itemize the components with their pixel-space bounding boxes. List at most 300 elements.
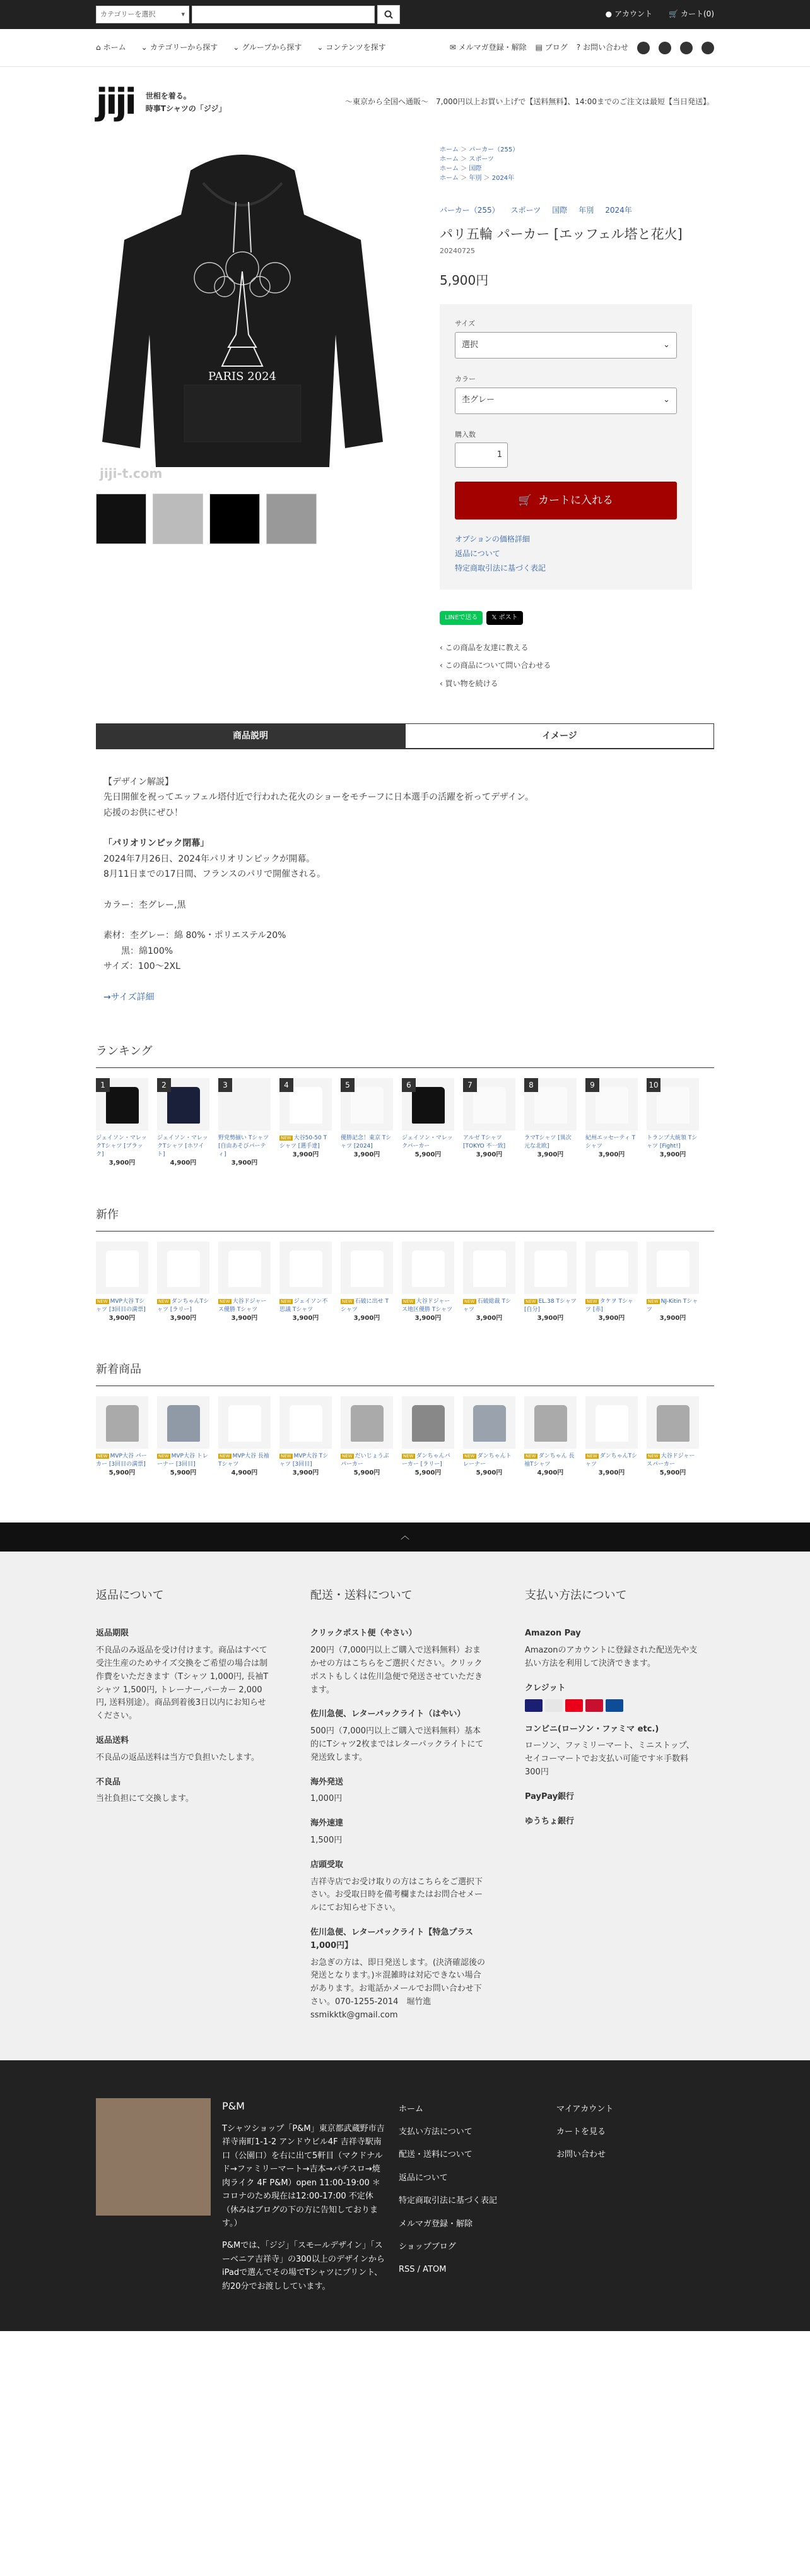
rank-badge: 6 xyxy=(402,1078,416,1092)
new-badge: NEW xyxy=(403,1454,414,1459)
product-card-name[interactable]: NEW ダンちゃんトレーナー xyxy=(463,1453,512,1468)
product-thumbnail[interactable] xyxy=(96,1078,148,1131)
size-label: サイズ xyxy=(455,319,476,328)
product-card[interactable] xyxy=(96,1078,148,1168)
product-card[interactable] xyxy=(647,1242,699,1324)
product-card[interactable] xyxy=(524,1396,577,1478)
footer-link-cart[interactable]: カートを見る xyxy=(556,2127,606,2137)
credit-card-logos xyxy=(525,1699,701,1712)
footer-link-returns[interactable]: 返品について xyxy=(399,2173,448,2183)
new-badge: NEW xyxy=(97,1454,108,1459)
chevron-down-icon: ⌄ xyxy=(141,42,148,52)
product-card-name[interactable]: NEW ジェイソン不思議 Tシャツ xyxy=(279,1298,328,1313)
product-card-name[interactable]: NEW ダンちゃんパーカー [ラリー] xyxy=(402,1453,450,1468)
garment-shape xyxy=(106,1087,139,1124)
quantity-input[interactable]: 1 xyxy=(455,442,508,468)
product-card-name[interactable]: NEW だいじょうぶパーカー xyxy=(341,1453,389,1468)
product-card-price: 3,900円 xyxy=(353,1314,380,1322)
product-card-name[interactable]: NEW MVP大谷 トレーナー [3回目] xyxy=(157,1453,208,1468)
product-card-price: 5,900円 xyxy=(414,1151,442,1159)
product-card[interactable] xyxy=(341,1078,393,1168)
hoodie-image xyxy=(96,145,389,486)
product-card-name[interactable]: NEW NJ-Kitin Tシャツ xyxy=(647,1298,698,1313)
new-badge: NEW xyxy=(403,1298,414,1304)
tag-link[interactable]: 年別 xyxy=(578,206,594,215)
product-card-name[interactable]: ジェイソン・マレックパーカー xyxy=(402,1135,453,1150)
tab-description[interactable]: 商品説明 xyxy=(96,723,405,749)
site-footer xyxy=(0,2060,810,2332)
product-card-name[interactable]: NEW MVP大谷 長袖Tシャツ xyxy=(218,1453,269,1468)
product-card[interactable] xyxy=(157,1242,209,1324)
quantity-label: 購入数 xyxy=(455,430,476,439)
product-card[interactable] xyxy=(402,1078,454,1168)
tag-link[interactable]: パーカー（255） xyxy=(440,206,500,215)
product-code: 20240725 xyxy=(440,246,475,255)
rank-badge: 2 xyxy=(157,1078,171,1092)
product-thumbnail[interactable] xyxy=(218,1078,271,1131)
facebook-icon[interactable] xyxy=(680,42,693,54)
new-badge: NEW xyxy=(281,1454,291,1459)
blog-link[interactable]: ▤ ブログ xyxy=(535,42,568,52)
account-link[interactable]: ● アカウント xyxy=(606,8,652,20)
chevron-left-icon: ‹ xyxy=(440,679,445,689)
product-card-price: 3,900円 xyxy=(598,1469,625,1477)
product-card-name[interactable]: NEW 大谷50-50 Tシャツ [選手達] xyxy=(279,1135,327,1150)
product-thumbnail[interactable] xyxy=(402,1078,454,1131)
product-card-price: 4,900円 xyxy=(537,1469,564,1477)
garment-shape xyxy=(228,1250,261,1287)
ranking-list xyxy=(96,1078,714,1168)
product-card[interactable] xyxy=(157,1078,209,1168)
garment-shape xyxy=(290,1250,322,1287)
tell-friend-link[interactable]: ‹ この商品を友達に教える xyxy=(440,643,529,652)
product-card[interactable] xyxy=(96,1396,148,1478)
footer-link-rss[interactable]: RSS / ATOM xyxy=(399,2265,447,2275)
garment-shape xyxy=(228,1087,261,1124)
color-select[interactable]: 杢グレー ⌄ xyxy=(455,388,677,414)
new-badge: NEW xyxy=(97,1298,108,1304)
color-label: カラー xyxy=(455,374,476,383)
footer-links-account xyxy=(556,2098,683,2294)
site-logo[interactable]: jiji xyxy=(96,81,134,122)
product-card[interactable] xyxy=(279,1242,332,1324)
purchase-links xyxy=(455,532,677,575)
footer-link-shipping[interactable]: 配送・送料について xyxy=(399,2150,472,2160)
product-card[interactable] xyxy=(463,1078,515,1168)
garment-shape xyxy=(167,1087,200,1124)
product-card[interactable] xyxy=(341,1242,393,1324)
new-badge: NEW xyxy=(158,1454,169,1459)
chevron-left-icon: ‹ xyxy=(440,643,445,652)
product-card-price: 3,900円 xyxy=(659,1151,686,1159)
search-icon xyxy=(384,10,393,19)
product-card[interactable] xyxy=(157,1396,209,1478)
rank-badge: 8 xyxy=(524,1078,538,1092)
product-thumbnail[interactable] xyxy=(279,1396,332,1449)
payment-column: 支払い方法について Amazon Pay Amazonのアカウントに登録された配送先や支払い方法を利用して決済できます。 クレジット コンビニ(ローソン・ファミマ etc.) ローソン、ファミリーマート、ミニストップ、セイコーマートでお支払い可能です＊手数料300円 PayPay銀行 ゆうちょ銀行 xyxy=(525,1587,701,2022)
garment-shape xyxy=(106,1405,139,1442)
x-icon[interactable] xyxy=(637,42,650,54)
product-card-price: 5,900円 xyxy=(476,1469,503,1477)
product-card-name[interactable]: NEW MVP大谷 パーカー [3回目の満票] xyxy=(96,1453,147,1468)
garment-shape xyxy=(106,1250,139,1287)
garment-shape xyxy=(473,1405,506,1442)
x-post-button[interactable]: 𝕏 ポスト xyxy=(486,611,522,625)
product-card[interactable] xyxy=(279,1078,332,1168)
back-to-top-button[interactable]: ︿ xyxy=(0,1522,810,1552)
new-list xyxy=(96,1242,714,1324)
search-input[interactable] xyxy=(192,6,375,23)
product-thumbnail[interactable] xyxy=(341,1078,393,1131)
product-card-price: 3,900円 xyxy=(659,1314,686,1322)
rank-badge: 10 xyxy=(647,1078,660,1092)
product-thumbnail[interactable] xyxy=(524,1396,577,1449)
new-badge: NEW xyxy=(587,1298,597,1304)
product-card-name[interactable]: 紀州エッセーティ Tシャツ xyxy=(585,1135,636,1150)
garment-shape xyxy=(412,1405,445,1442)
product-thumbnail[interactable] xyxy=(402,1396,454,1449)
new-section xyxy=(0,1206,810,1323)
product-thumbnail[interactable] xyxy=(279,1242,332,1294)
garment-shape xyxy=(657,1087,690,1124)
jcb-icon xyxy=(606,1699,623,1712)
diners-icon xyxy=(585,1699,603,1712)
product-card[interactable] xyxy=(585,1242,638,1324)
thumbnail-gray-hoodie[interactable] xyxy=(153,494,203,544)
blog-icon: ▤ xyxy=(535,42,545,52)
garment-shape xyxy=(657,1250,690,1287)
new-badge: NEW xyxy=(525,1298,536,1304)
product-thumbnail[interactable] xyxy=(524,1078,577,1131)
footer-link-contact[interactable]: お問い合わせ xyxy=(556,2150,606,2160)
product-thumbnail[interactable] xyxy=(218,1396,271,1449)
product-card[interactable] xyxy=(463,1396,515,1478)
product-card-name[interactable]: NEW 大谷ドジャースパーカー xyxy=(647,1453,695,1468)
product-card-name[interactable]: NEW MVP大谷 Tシャツ [3回目] xyxy=(279,1453,329,1468)
mail-icon: ✉ xyxy=(449,42,459,52)
rank-badge: 3 xyxy=(218,1078,232,1092)
product-thumbnail[interactable] xyxy=(585,1396,638,1449)
chevron-left-icon: ‹ xyxy=(440,661,445,670)
product-card[interactable] xyxy=(463,1242,515,1324)
garment-shape xyxy=(351,1087,384,1124)
product-card[interactable] xyxy=(524,1078,577,1168)
footer-info xyxy=(0,1552,810,2060)
search-button[interactable] xyxy=(377,5,400,24)
product-thumbnail[interactable] xyxy=(463,1396,515,1449)
new-badge: NEW xyxy=(220,1454,230,1459)
product-card[interactable] xyxy=(402,1396,454,1478)
product-card[interactable] xyxy=(647,1396,699,1478)
product-main-image[interactable] xyxy=(96,145,389,486)
garment-shape xyxy=(412,1250,445,1287)
product-card-price: 3,900円 xyxy=(414,1314,442,1322)
option-price-link[interactable]: オプションの価格詳細 xyxy=(455,535,530,544)
new-badge: NEW xyxy=(648,1454,659,1459)
garment-shape xyxy=(351,1405,384,1442)
tab-images[interactable]: イメージ xyxy=(405,723,714,749)
product-card[interactable] xyxy=(402,1242,454,1324)
product-thumbnail[interactable] xyxy=(157,1078,209,1131)
line-share-button[interactable]: LINEで送る xyxy=(440,611,483,625)
garment-shape xyxy=(596,1087,628,1124)
shop-photo xyxy=(96,2098,211,2216)
product-card-name[interactable]: NEW タケヲ Tシャツ [赤] xyxy=(585,1298,633,1313)
tag-link[interactable]: 2024年 xyxy=(605,206,632,215)
shipping-column: 配送・送料について クリックポスト便（やさい） 200円（7,000円以上ご購入で送料無料）おまかせの方はこちらをご選択ください。クリックポストもしくは佐川急便で発送させていただきます。 佐川急便、レターパックライト（はやい） 500円（7,000円以上ご購入で送料無料）基本的にTシャツ2枚まではレターパックライトにて発送致します。 海外発送 1,000円 海外速達 1,500円 店頭受取 吉祥寺店でお受け取りの方はこちらをご選択下さい。お受取日時を備考欄またはお問合せメールにてお知らせ下さい。 佐川急便、レターパックライト【特急プラス1,000円】 お急ぎの方は、即日発送します。(決済確認後の発送となります。)＊混雑時は対応できない場合があります。お電話かメールでお問い合わせ下さい。070-1255-2014 堀竹進 ssmikktk@gmail.com xyxy=(310,1588,486,2020)
cart-link[interactable]: 🛒 カート(0) xyxy=(669,8,714,20)
product-card-price: 3,900円 xyxy=(292,1314,319,1322)
product-thumbnail[interactable] xyxy=(647,1078,699,1131)
chevron-down-icon: ⌄ xyxy=(317,42,324,52)
garment-shape xyxy=(473,1250,506,1287)
product-card-name[interactable]: ジェイソン・マレックTシャツ [ホワイト] xyxy=(157,1135,208,1158)
visa-icon xyxy=(525,1699,543,1712)
garment-shape xyxy=(534,1250,567,1287)
cart-icon: 🛒 xyxy=(669,9,678,19)
new-badge: NEW xyxy=(281,1298,291,1304)
new-badge: NEW xyxy=(464,1454,475,1459)
product-card[interactable] xyxy=(524,1242,577,1324)
product-card-price: 5,900円 xyxy=(353,1469,380,1477)
product-card-name[interactable]: 野党勢揃い Tシャツ [自由あそびパーティ] xyxy=(218,1135,269,1158)
watermark: jiji-t.com xyxy=(100,466,163,481)
product-card-price: 3,900円 xyxy=(109,1160,136,1167)
product-card-name[interactable]: 優勝記念！東京 Tシャツ [2024] xyxy=(341,1135,392,1150)
tagline: 世相を着る。 時事Tシャツの「ジジ」 xyxy=(145,91,226,113)
nav-home[interactable]: ⌂ ホーム xyxy=(96,42,126,54)
product-card-price: 4,900円 xyxy=(231,1469,258,1477)
product-title: パリ五輪 パーカー [エッフェル塔と花火] xyxy=(440,227,683,242)
add-to-cart-button[interactable]: 🛒 カートに入れる xyxy=(455,482,677,519)
footer-link-newsletter[interactable]: メルマガ登録・解除 xyxy=(399,2219,473,2229)
share-buttons xyxy=(440,611,692,625)
garment-shape xyxy=(290,1087,322,1124)
inquiry-link[interactable]: ‹ この商品について問い合わせる xyxy=(440,661,551,670)
main-nav xyxy=(0,29,810,67)
newsletter-link[interactable]: ✉ メルマガ登録・解除 xyxy=(449,42,527,52)
product-card-price: 3,900円 xyxy=(231,1160,258,1167)
product-card-name[interactable]: NEW ダンちゃんTシャツ xyxy=(585,1453,638,1468)
user-icon: ● xyxy=(605,9,613,19)
product-section xyxy=(0,145,810,693)
purchase-box xyxy=(440,304,692,589)
new-badge: NEW xyxy=(158,1298,169,1304)
garment-shape xyxy=(534,1087,567,1124)
size-select[interactable]: 選択 ⌄ xyxy=(455,332,677,359)
tag-link[interactable]: 国際 xyxy=(552,206,568,215)
category-select[interactable]: カテゴリーを選択 ▾ xyxy=(96,6,189,23)
product-card-name[interactable]: NEW 石破に出せ Tシャツ xyxy=(341,1298,389,1313)
garment-shape xyxy=(167,1250,200,1287)
garment-shape xyxy=(412,1087,445,1124)
garment-shape xyxy=(596,1405,628,1442)
nav-content[interactable]: ⌄ コンテンツを探す xyxy=(317,42,385,54)
product-card-name[interactable]: NEW ダンちゃんTシャツ [ラリー] xyxy=(157,1298,209,1313)
new-badge: NEW xyxy=(342,1454,353,1459)
new-badge: NEW xyxy=(525,1454,536,1459)
garment-shape xyxy=(596,1250,628,1287)
product-thumbnail[interactable] xyxy=(279,1078,332,1131)
product-thumbnail[interactable] xyxy=(463,1078,515,1131)
garment-shape xyxy=(351,1250,384,1287)
legal-notice-link[interactable]: 特定商取引法に基づく表記 xyxy=(455,563,546,573)
garment-shape xyxy=(534,1405,567,1442)
product-thumbnail[interactable] xyxy=(647,1396,699,1449)
size-detail-link[interactable]: →サイズ詳細 xyxy=(103,992,155,1002)
product-tabs xyxy=(96,723,714,749)
nav-category[interactable]: ⌄ カテゴリーから探す xyxy=(141,42,218,54)
product-thumbnail[interactable] xyxy=(647,1242,699,1294)
rank-badge: 4 xyxy=(279,1078,293,1092)
product-card[interactable] xyxy=(96,1242,148,1324)
product-card-price: 3,900円 xyxy=(476,1151,503,1159)
shop-info: P&M Tシャツショップ「P&M」東京都武蔵野市吉祥寺南町1-1-2 アンドウビル4F 吉祥寺駅南口（公園口）を右に出て5軒目（マクドナルド→ファミリーマート→吉本→パチスロ→焼肉ライク 4F P&M）open 11:00-19:00 ＊コロナのため現在は12:00-17:00 不定休（休みはブログの下の方に告知しております。） P&Mでは、「ジジ」「スモールデザイン」「スーベニア吉祥寺」の300以上のデザインからiPadで選んでその場でTシャツにプリント、約20分でお渡ししています。 xyxy=(222,2099,385,2291)
new-badge: NEW xyxy=(648,1298,659,1304)
garment-shape xyxy=(657,1405,690,1442)
returns-column: 返品について 返品期限 不良品のみ返品を受け付けます。商品はすべて受注生産のためサイズ交換をご希望の場合は制作費をいただきます（Tシャツ 1,000円, 長袖Tシャツ 1,500円, トレーナー,パーカー 2,000円, 送料別途）。商品到着後3日以内にお知らせください。 返品送料 不良品の返品送料は当方で負担いたします。 不良品 当社負担にて交換します。 xyxy=(96,1588,269,1804)
chevron-down-icon: ▾ xyxy=(181,10,185,19)
product-thumbnail[interactable] xyxy=(463,1242,515,1294)
arrivals-section xyxy=(0,1361,810,1478)
product-card-price: 3,900円 xyxy=(231,1314,258,1322)
cart-icon: 🛒 xyxy=(518,494,532,507)
product-thumbnail[interactable] xyxy=(157,1242,209,1294)
new-badge: NEW xyxy=(587,1454,597,1459)
question-icon: ? xyxy=(576,42,583,52)
product-price: 5,900円 xyxy=(440,273,489,288)
product-card-name[interactable]: NEW 大谷ドジャース優勝 Tシャツ xyxy=(218,1298,267,1313)
garment-shape xyxy=(228,1405,261,1442)
thumbnail-design-gray[interactable] xyxy=(266,494,317,544)
product-thumbnail[interactable] xyxy=(585,1078,638,1131)
mastercard-icon xyxy=(565,1699,583,1712)
product-thumbnail[interactable] xyxy=(218,1242,271,1294)
product-card-price: 3,900円 xyxy=(109,1314,136,1322)
returns-link[interactable]: 返品について xyxy=(455,549,500,558)
shipping-notice: 〜東京から全国へ通販〜 7,000円以上お買い上げで【送料無料】、14:00までのご注文は最短【当日発送】。 xyxy=(345,97,714,107)
product-thumbnail[interactable] xyxy=(96,1242,148,1294)
product-card-price: 5,900円 xyxy=(414,1469,442,1477)
ranking-title: ランキング xyxy=(96,1043,714,1068)
product-actions xyxy=(440,639,692,693)
chevron-down-icon: ⌄ xyxy=(233,42,240,52)
rank-badge: 5 xyxy=(341,1078,355,1092)
product-card-name[interactable]: トランプ大統領 Tシャツ [Fight!] xyxy=(647,1135,698,1150)
footer-link-payment[interactable]: 支払い方法について xyxy=(399,2127,472,2137)
chevron-down-icon: ⌄ xyxy=(663,395,670,405)
product-card-price: 3,900円 xyxy=(353,1151,380,1159)
product-card-price: 3,900円 xyxy=(292,1151,319,1159)
product-description: 【デザイン解説】 先日開催を祝ってエッフェル塔付近で行われた花火のショーをモチーフに日本選手の活躍を祈ってデザイン。 応援のお供にぜひ！ 「パリオリンピック閉幕」 2024年7月26日、2024年パリオリンピックが開幕。 8月11日までの17日間、フランスのパリで開催される。 カラー：杢グレー,黒 素材：杢グレー：綿 80%・ポリエステル20% 黒：綿100% サイズ：100〜2XL →サイズ詳細 xyxy=(0,749,810,1006)
footer-links xyxy=(399,2098,550,2294)
product-card[interactable] xyxy=(585,1396,638,1478)
product-card-name[interactable]: ジェイソン・マレックTシャツ [ブラック] xyxy=(96,1135,147,1158)
product-thumbnail[interactable] xyxy=(524,1242,577,1294)
product-card-price: 3,900円 xyxy=(170,1314,197,1322)
new-badge: NEW xyxy=(464,1298,475,1304)
product-card-price: 3,900円 xyxy=(598,1314,625,1322)
chevron-down-icon: ⌄ xyxy=(663,340,670,350)
garment-shape xyxy=(473,1087,506,1124)
design-caption: PARIS 2024 xyxy=(208,370,276,383)
contact-link[interactable]: ? お問い合わせ xyxy=(576,42,628,52)
footer-link-blog[interactable]: ショップブログ xyxy=(399,2241,456,2252)
product-card-price: 3,900円 xyxy=(598,1151,625,1159)
product-thumbnail[interactable] xyxy=(96,1396,148,1449)
product-card[interactable] xyxy=(218,1242,271,1324)
ranking-section xyxy=(0,1043,810,1168)
breadcrumb: ホーム ＞ パーカー（255） ホーム ＞ スポーツ ホーム ＞ 国際 ホーム ＞ 年別 ＞ 2024年 xyxy=(440,146,519,182)
footer-link-legal[interactable]: 特定商取引法に基づく表記 xyxy=(399,2196,498,2206)
product-card[interactable] xyxy=(279,1396,332,1478)
product-card[interactable] xyxy=(218,1396,271,1478)
new-badge: NEW xyxy=(220,1298,230,1304)
thumbnail-black-hoodie[interactable] xyxy=(96,494,146,544)
garment-shape xyxy=(290,1405,322,1442)
amex-icon xyxy=(545,1699,563,1712)
new-badge: NEW xyxy=(281,1136,291,1141)
arrivals-list xyxy=(96,1396,714,1478)
rank-badge: 9 xyxy=(585,1078,599,1092)
product-thumbnail[interactable] xyxy=(585,1242,638,1294)
product-card-price: 5,900円 xyxy=(109,1469,136,1477)
home-icon: ⌂ xyxy=(96,42,101,52)
product-card[interactable] xyxy=(341,1396,393,1478)
product-card[interactable] xyxy=(647,1078,699,1168)
product-card-price: 3,900円 xyxy=(537,1314,564,1322)
product-card-name[interactable]: NEW 大谷ドジャース地区優勝 Tシャツ xyxy=(402,1298,453,1313)
product-card[interactable] xyxy=(585,1078,638,1168)
product-tags xyxy=(440,205,692,217)
product-thumbnail[interactable] xyxy=(341,1396,393,1449)
brand-header xyxy=(0,67,810,138)
product-card-name[interactable]: NEW MVP大谷 Tシャツ [3回目の満票] xyxy=(96,1298,146,1313)
product-thumbnail[interactable] xyxy=(341,1242,393,1294)
product-card-name[interactable]: NEW EL.38 Tシャツ [自分] xyxy=(524,1298,577,1313)
product-card-price: 3,900円 xyxy=(292,1469,319,1477)
new-title: 新作 xyxy=(96,1206,714,1232)
instagram-icon[interactable] xyxy=(659,42,671,54)
garment-shape xyxy=(167,1405,200,1442)
thumbnail-strip xyxy=(96,494,389,544)
product-thumbnail[interactable] xyxy=(157,1396,209,1449)
product-card-price: 4,900円 xyxy=(170,1160,197,1167)
product-card-price: 3,900円 xyxy=(476,1314,503,1322)
arrivals-title: 新着商品 xyxy=(96,1361,714,1386)
product-card-price: 3,900円 xyxy=(537,1151,564,1159)
product-card-name[interactable]: NEW 石破総裁 Tシャツ xyxy=(463,1298,511,1313)
product-card-name[interactable]: ラマTシャツ [異次元な北欧] xyxy=(524,1135,572,1150)
tag-link[interactable]: スポーツ xyxy=(510,206,541,215)
rank-badge: 1 xyxy=(96,1078,110,1092)
product-card-price: 5,900円 xyxy=(170,1469,197,1477)
rank-badge: 7 xyxy=(463,1078,477,1092)
product-card-name[interactable]: NEW ダンちゃん 長袖Tシャツ xyxy=(524,1453,575,1468)
product-card[interactable] xyxy=(218,1078,271,1168)
top-bar xyxy=(0,0,810,29)
youtube-icon[interactable] xyxy=(701,42,714,54)
footer-link-account[interactable]: マイアカウント xyxy=(556,2104,614,2114)
nav-group[interactable]: ⌄ グループから探す xyxy=(233,42,302,54)
product-thumbnail[interactable] xyxy=(402,1242,454,1294)
product-card-name[interactable]: アルゼ Tシャツ [TOKYO 不一致] xyxy=(463,1135,506,1150)
product-card-price: 5,900円 xyxy=(659,1469,686,1477)
new-badge: NEW xyxy=(342,1298,353,1304)
thumbnail-design-black[interactable] xyxy=(209,494,260,544)
footer-link-home[interactable]: ホーム xyxy=(399,2104,424,2114)
continue-shopping-link[interactable]: ‹ 買い物を続ける xyxy=(440,679,498,689)
